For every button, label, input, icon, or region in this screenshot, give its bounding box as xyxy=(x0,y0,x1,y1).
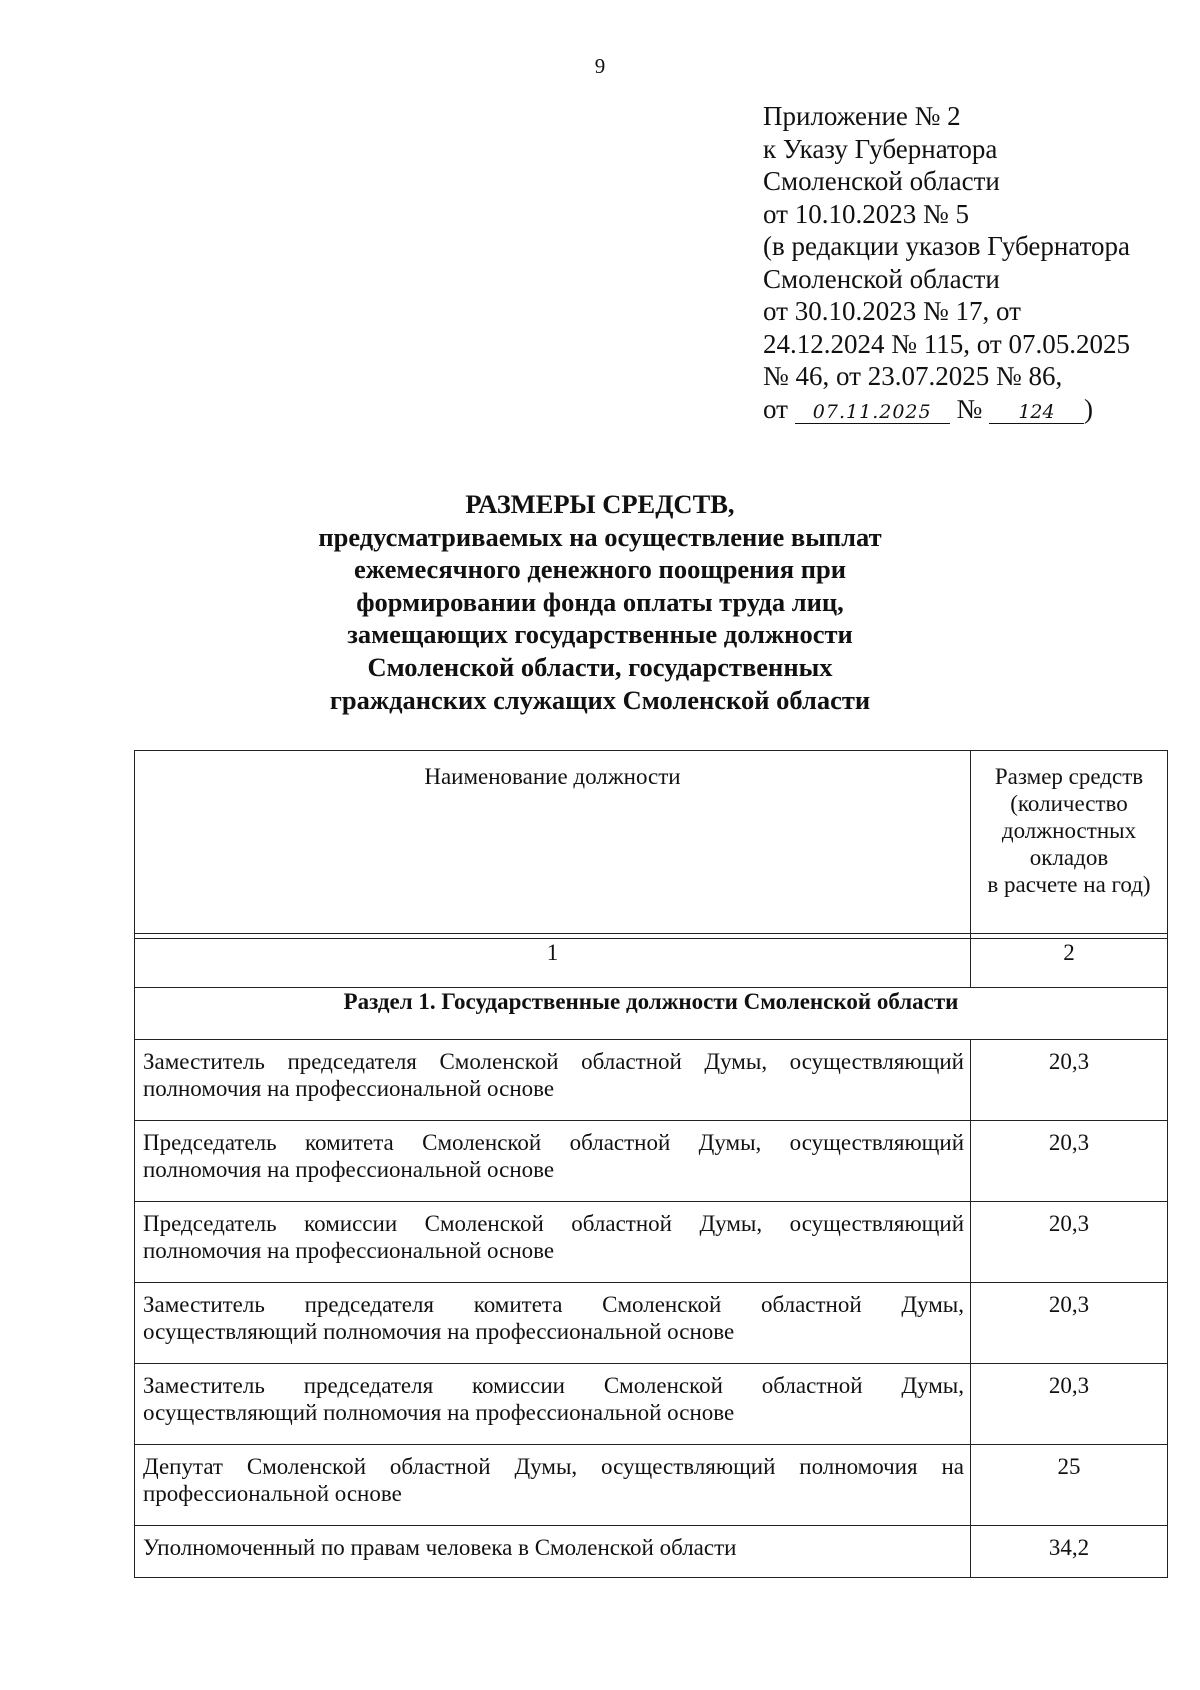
funds-value: 20,3 xyxy=(971,1283,1168,1364)
table-row xyxy=(135,1040,1168,1121)
funds-value: 20,3 xyxy=(971,1040,1168,1121)
section-row xyxy=(135,988,1168,1040)
funds-value: 20,3 xyxy=(971,1121,1168,1202)
appendix-line: к Указу Губернатора xyxy=(763,133,998,164)
position-name: Заместитель председателя комитета Смоленской областной Думы, осуществляющий полномочия на профессиональной основе xyxy=(135,1283,971,1364)
section-title: Раздел 1. Государственные должности Смоленской области xyxy=(135,988,1168,1040)
table-row xyxy=(135,1202,1168,1283)
header-size-line: в расчете на год) xyxy=(987,872,1151,897)
title-line: формировании фонда оплаты труда лиц, xyxy=(356,586,844,617)
header-size-line: (количество xyxy=(1010,791,1128,816)
table-row xyxy=(135,1526,1168,1578)
appendix-line: № 46, от 23.07.2025 № 86, xyxy=(763,361,1063,391)
title-line: замещающих государственные должности xyxy=(347,619,853,650)
funds-value: 34,2 xyxy=(971,1526,1168,1578)
title-line: ежемесячного денежного поощрения при xyxy=(354,554,846,585)
appendix-line: Смоленской области xyxy=(763,263,1000,294)
title-line: гражданских служащих Смоленской области xyxy=(329,684,871,715)
appendix-line: Приложение № 2 xyxy=(763,101,961,131)
title-line: РАЗМЕРЫ СРЕДСТВ, xyxy=(465,489,735,519)
appendix-line: от 10.10.2023 № 5 xyxy=(763,198,969,229)
table-header-row xyxy=(135,751,1168,934)
position-name: Уполномоченный по правам человека в Смоленской области xyxy=(135,1526,971,1578)
position-name: Председатель комиссии Смоленской областной Думы, осуществляющий полномочия на профессиональной основе xyxy=(135,1202,971,1283)
table-row xyxy=(135,1445,1168,1526)
table-row xyxy=(135,1283,1168,1364)
appendix-line: Смоленской области xyxy=(763,166,1000,196)
table-row xyxy=(135,1364,1168,1445)
column-number: 2 xyxy=(971,939,1168,988)
appendix-from: от xyxy=(763,393,788,424)
handwritten-number: 124 xyxy=(989,401,1084,424)
funds-value: 20,3 xyxy=(971,1202,1168,1283)
column-number: 1 xyxy=(135,939,971,988)
position-name: Председатель комитета Смоленской областной Думы, осуществляющий полномочия на профессиональной основе xyxy=(135,1121,971,1202)
page-number: 9 xyxy=(594,54,606,78)
column-number-row xyxy=(135,939,1168,988)
funds-value: 20,3 xyxy=(971,1364,1168,1445)
position-name: Заместитель председателя Смоленской областной Думы, осуществляющий полномочия на профессиональной основе xyxy=(135,1040,971,1121)
header-size-line: окладов xyxy=(1029,845,1109,870)
document-title xyxy=(0,488,1200,716)
funds-value: 25 xyxy=(971,1445,1168,1526)
position-name: Заместитель председателя комиссии Смоленской областной Думы, осуществляющий полномочия на профессиональной основе xyxy=(135,1364,971,1445)
handwritten-date: 07.11.2025 xyxy=(795,401,950,424)
appendix-line: от 30.10.2023 № 17, от xyxy=(763,296,1021,326)
appendix-line: (в редакции указов Губернатора xyxy=(763,231,1131,261)
appendix-last-line xyxy=(763,393,1130,426)
title-line: предусматриваемых на осуществление выплат xyxy=(318,521,882,552)
header-funds-size xyxy=(971,751,1168,934)
number-sign: № xyxy=(956,393,983,424)
header-position-name: Наименование должности xyxy=(135,751,971,934)
position-name: Депутат Смоленской областной Думы, осуществляющий полномочия на профессиональной основе xyxy=(135,1445,971,1526)
title-line: Смоленской области, государственных xyxy=(367,651,833,682)
appendix-line: 24.12.2024 № 115, от 07.05.2025 xyxy=(763,328,1130,359)
positions-table xyxy=(134,750,1168,1578)
table-row xyxy=(135,1121,1168,1202)
appendix-block xyxy=(763,100,1130,425)
closing-paren: ) xyxy=(1083,393,1093,424)
header-size-line: Размер средств xyxy=(994,764,1144,789)
header-size-line: должностных xyxy=(1001,818,1137,843)
